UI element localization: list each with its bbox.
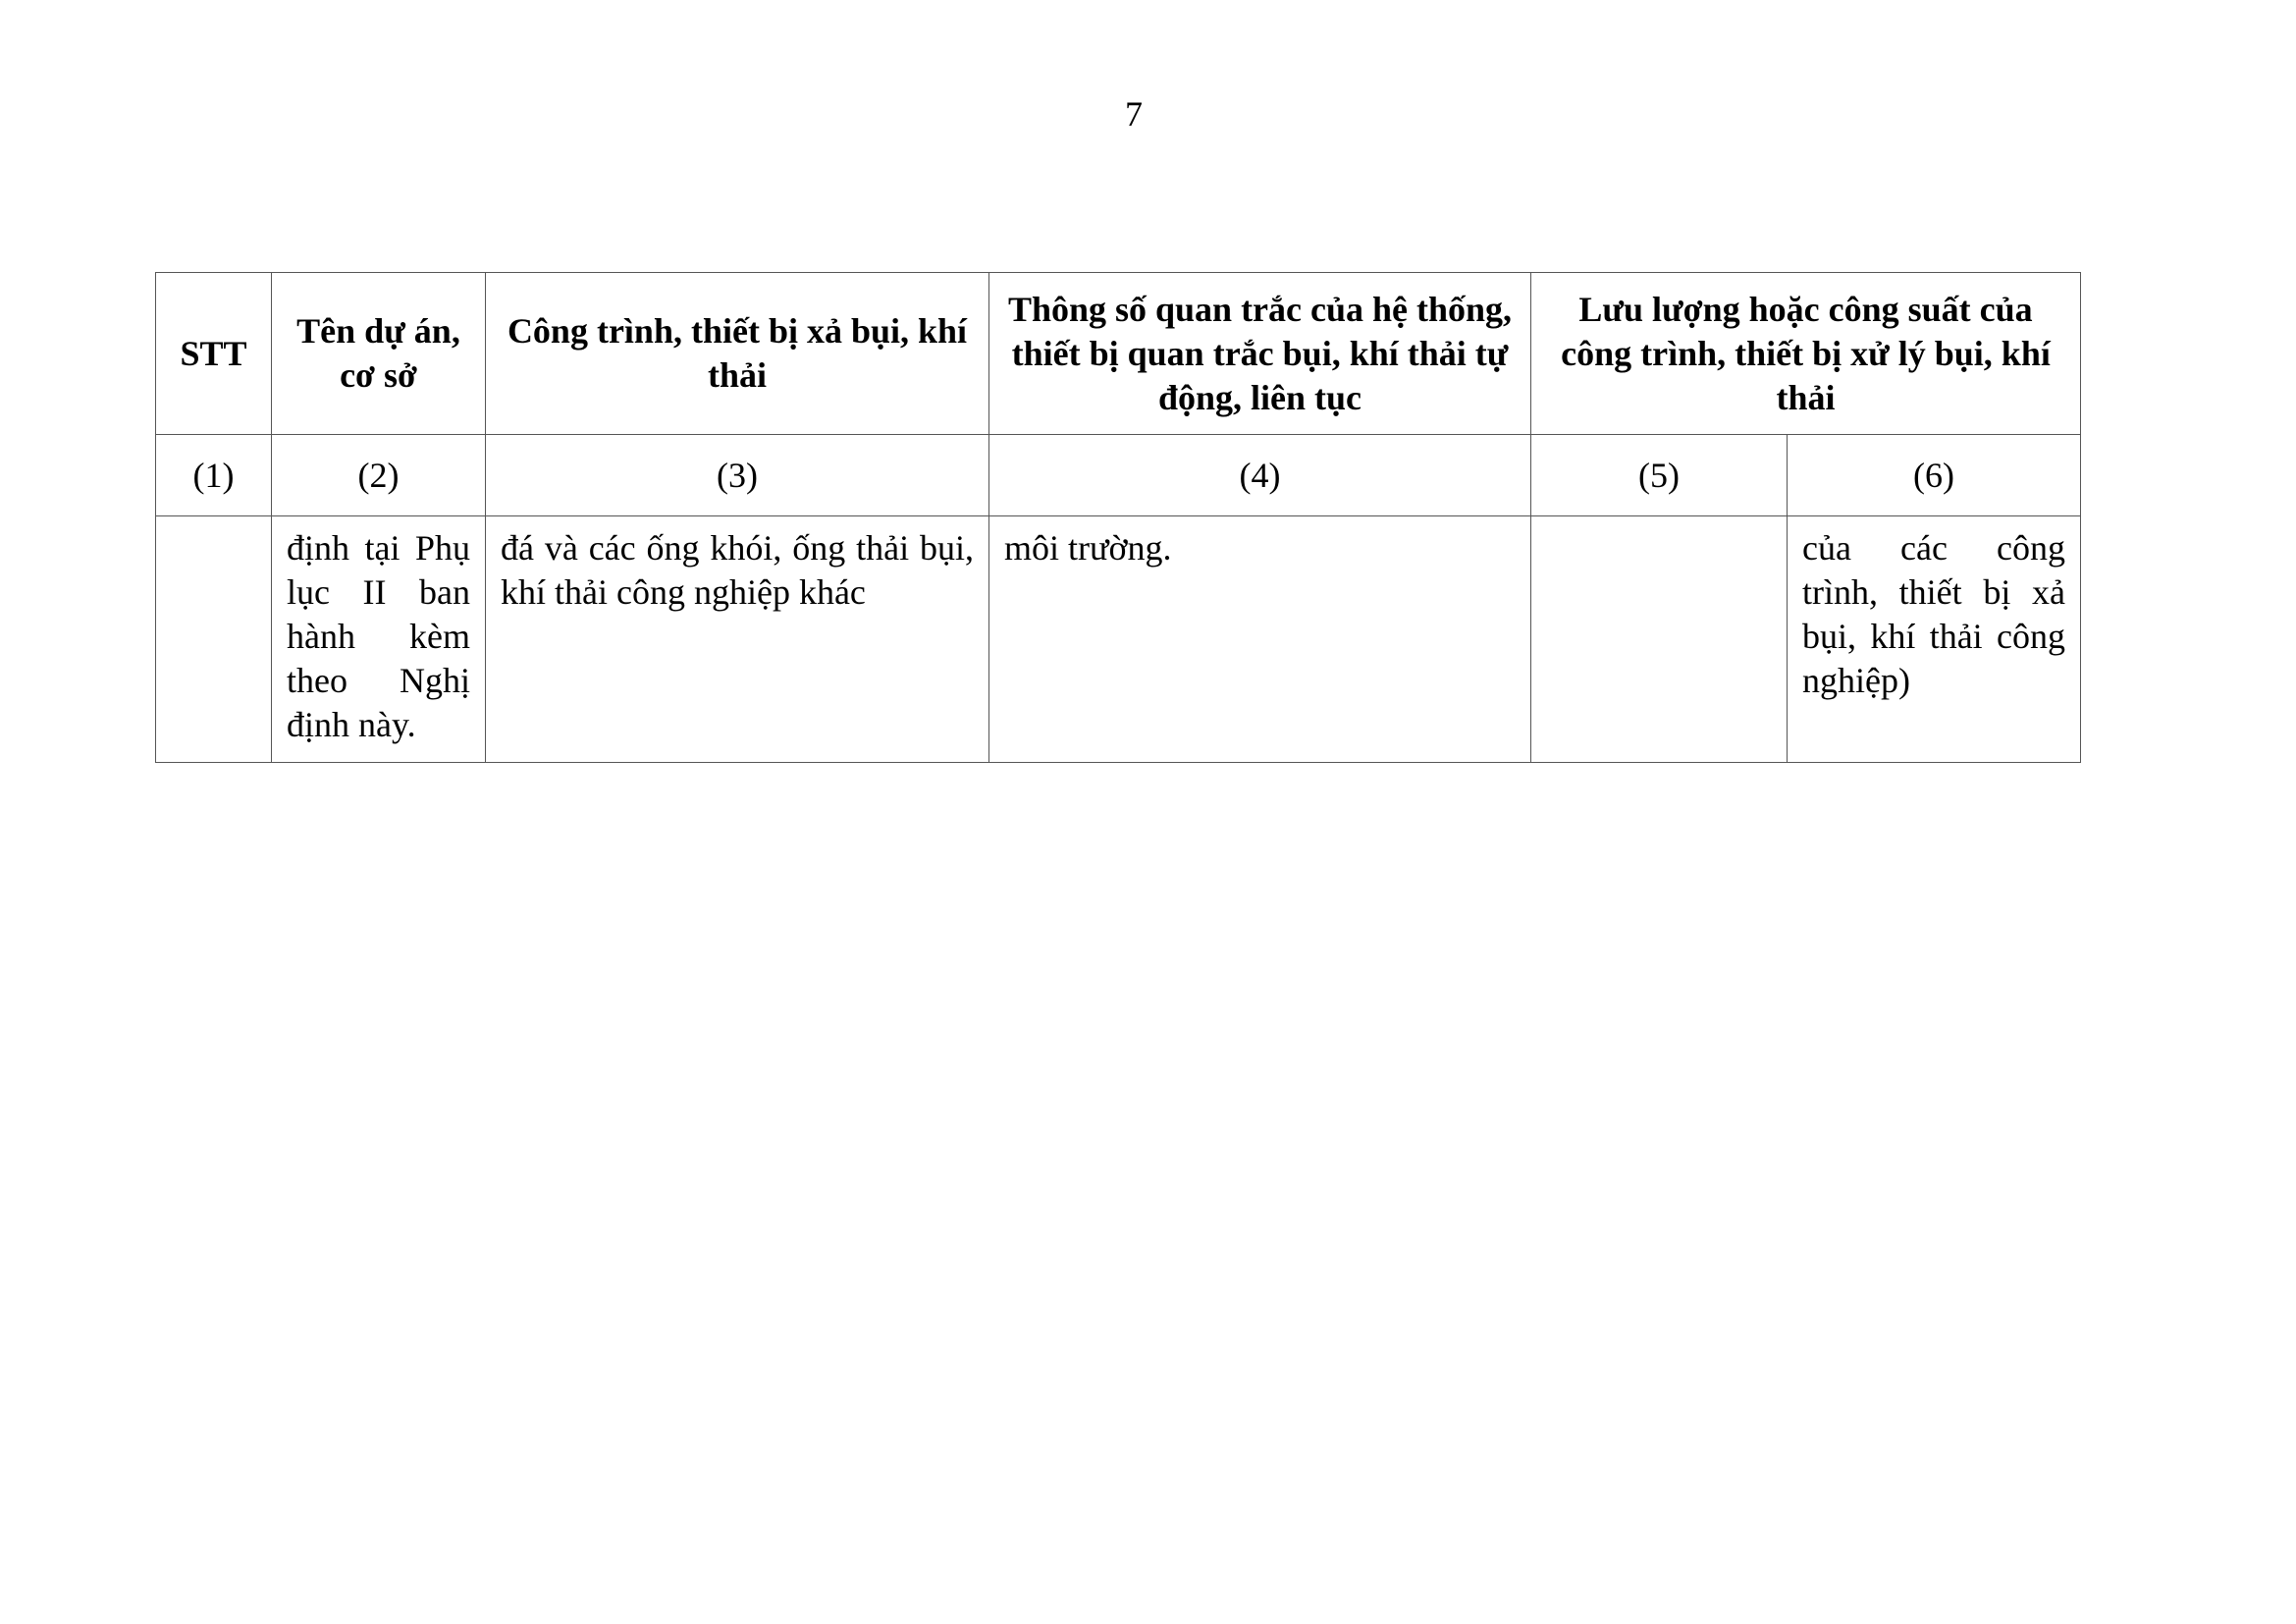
cell-flow-capacity bbox=[1531, 516, 1788, 763]
header-monitoring-parameters: Thông số quan trắc của hệ thống, thiết bị quan trắc bụi, khí thải tự động, liên tục bbox=[989, 273, 1531, 435]
cell-note: của các công trình, thiết bị xả bụi, khí thải công nghiệp) bbox=[1788, 516, 2081, 763]
header-project-name: Tên dự án, cơ sở bbox=[272, 273, 486, 435]
column-number-3: (3) bbox=[486, 435, 989, 516]
column-number-2: (2) bbox=[272, 435, 486, 516]
header-discharge-works: Công trình, thiết bị xả bụi, khí thải bbox=[486, 273, 989, 435]
table-row bbox=[156, 516, 2081, 763]
header-flow-capacity: Lưu lượng hoặc công suất của công trình, thiết bị xử lý bụi, khí thải bbox=[1531, 273, 2081, 435]
cell-monitoring-parameters: môi trường. bbox=[989, 516, 1531, 763]
table-header-row bbox=[156, 273, 2081, 435]
cell-project-name: định tại Phụ lục II ban hành kèm theo Nghị định này. bbox=[272, 516, 486, 763]
cell-stt bbox=[156, 516, 272, 763]
column-number-5: (5) bbox=[1531, 435, 1788, 516]
header-stt: STT bbox=[156, 273, 272, 435]
monitoring-table bbox=[155, 272, 2081, 763]
cell-discharge-works: đá và các ống khói, ống thải bụi, khí thải công nghiệp khác bbox=[486, 516, 989, 763]
column-number-1: (1) bbox=[156, 435, 272, 516]
column-number-6: (6) bbox=[1788, 435, 2081, 516]
column-number-row bbox=[156, 435, 2081, 516]
page-number: 7 bbox=[1125, 94, 1143, 134]
column-number-4: (4) bbox=[989, 435, 1531, 516]
